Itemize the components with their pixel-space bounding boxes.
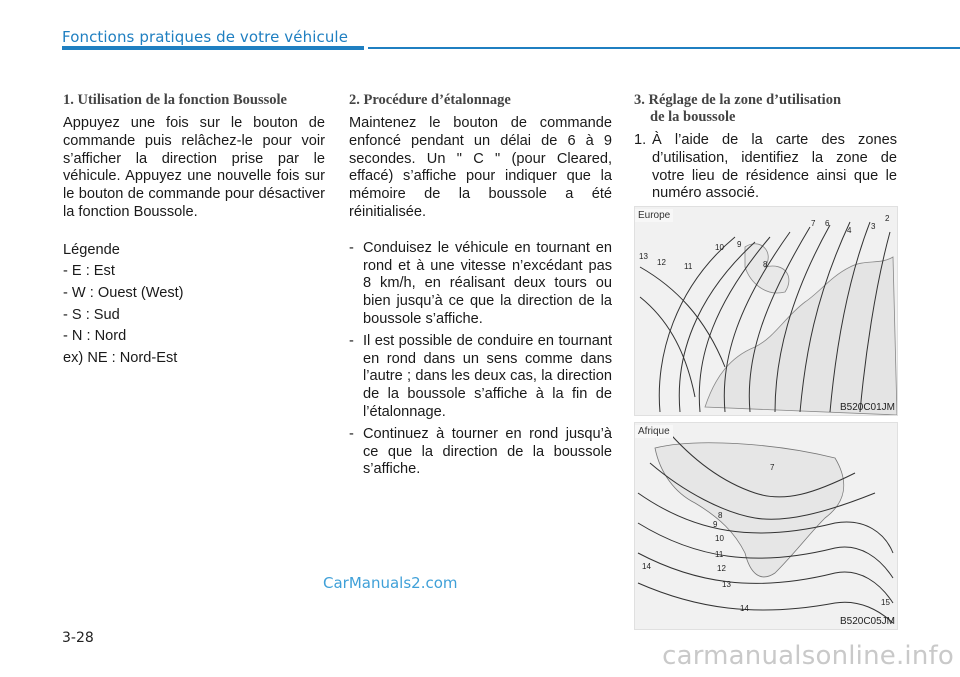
page-number: 3-28 (62, 630, 94, 646)
watermark-link[interactable]: CarManuals2.com (323, 574, 458, 592)
svg-text:14: 14 (642, 562, 651, 571)
svg-text:10: 10 (715, 534, 724, 543)
svg-text:9: 9 (737, 240, 742, 249)
africa-zone-map (634, 422, 898, 630)
svg-text:8: 8 (763, 260, 768, 269)
svg-text:4: 4 (847, 226, 852, 235)
svg-text:15: 15 (881, 598, 890, 607)
header-rule (62, 46, 364, 50)
svg-text:7: 7 (811, 219, 816, 228)
figure-code: B520C01JM (839, 402, 895, 413)
legend-item: - W : Ouest (West) (63, 284, 184, 301)
svg-text:12: 12 (717, 564, 726, 573)
svg-text:8: 8 (718, 511, 723, 520)
column-compass-usage (63, 92, 325, 369)
svg-text:14: 14 (740, 604, 749, 613)
legend-item: ex) NE : Nord-Est (63, 349, 178, 366)
list-item: - Continuez à tourner en rond jusqu’à ce que la direction de la boussole s’affiche. (349, 425, 612, 478)
header-rule-thin (368, 47, 960, 49)
svg-text:13: 13 (722, 580, 731, 589)
svg-text:7: 7 (770, 463, 775, 472)
figure-code: B520C05JM (839, 616, 895, 627)
heading-calibration: 2. Procédure d’étalonnage (349, 92, 511, 108)
zone-steps (634, 132, 897, 203)
list-item: - Il est possible de conduire en tournant en rond dans un sens comme dans l’autre ; dans les deux cas, la direction de la boussole s’affiche à la fin de l’étalonnage. (349, 332, 612, 420)
europe-zone-map (634, 206, 898, 416)
heading-compass-usage: 1. Utilisation de la fonction Boussole (63, 92, 287, 108)
list-item: 1. À l’aide de la carte des zones d’utilisation, identifiez la zone de votre lieu de résidence ainsi que le numéro associé. (634, 132, 897, 202)
legend-item: - N : Nord (63, 328, 127, 345)
africa-map-drawing (635, 423, 897, 629)
svg-text:3: 3 (871, 222, 876, 231)
legend-item: - E : Est (63, 263, 115, 280)
europe-map-drawing (635, 207, 897, 415)
svg-text:11: 11 (684, 262, 693, 271)
calibration-steps (349, 240, 612, 479)
paragraph-calibration: Maintenez le bouton de commande enfoncé pendant un délai de 6 à 9 secondes. Un " C " (pour Cleared, effacé) s’affiche pour indiquer que la mémoire de la boussole a été réinitialisée. (349, 115, 612, 220)
map-region-label: Afrique (635, 425, 673, 438)
svg-text:2: 2 (885, 214, 890, 223)
legend-title: Légende (63, 241, 120, 258)
map-region-label: Europe (635, 209, 673, 222)
page-header (62, 28, 960, 52)
svg-text:9: 9 (713, 520, 718, 529)
list-item: - Conduisez le véhicule en tournant en rond et à une vitesse n’excédant pas 8 km/h, en réalisant deux tours ou bien jusqu’à ce que la direction de la boussole s’affiche. (349, 239, 612, 327)
footer-watermark: carmanualsonline.info (662, 641, 954, 671)
legend-item: - S : Sud (63, 306, 120, 323)
svg-text:11: 11 (715, 550, 724, 559)
heading-zone-setting: 3. Réglage de la zone d’utilisation de la boussole (634, 92, 842, 125)
svg-text:13: 13 (639, 252, 648, 261)
svg-text:6: 6 (825, 219, 830, 228)
column-calibration (349, 92, 612, 483)
svg-text:10: 10 (715, 243, 724, 252)
column-zone-setting (634, 92, 897, 203)
svg-text:12: 12 (657, 258, 666, 267)
section-title: Fonctions pratiques de votre véhicule (62, 28, 349, 46)
paragraph-compass-usage: Appuyez une fois sur le bouton de commande puis relâchez-le pour voir s’afficher la direction prise par le véhicule. Appuyez une nouvelle fois sur le bouton de commande pour désactiver la fonction Boussole. (63, 115, 325, 220)
